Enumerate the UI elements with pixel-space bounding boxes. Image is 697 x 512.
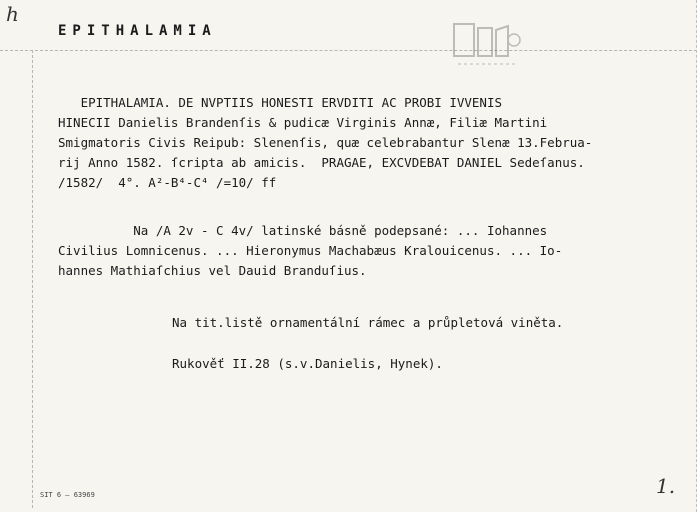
record-line: EPITHALAMIA. DE NVPTIIS HONESTI ERVDITI AC PROBI IVVENIS: [58, 95, 503, 110]
record-line: Smigmatoris Civis Reipub: Slenenſis, quæ celebrabantur Slenæ 13.Februa-: [58, 135, 593, 150]
contents-note: [58, 221, 562, 281]
footer-code: SIT 6 — 63969: [40, 491, 95, 499]
note-line: Na /A 2v - C 4v/ latinské básně podepsané: ... Iohannes: [58, 223, 548, 238]
record-line: rij Anno 1582. ſcripta ab amicis. PRAGAE, EXCVDEBAT DANIEL Sedeſanus.: [58, 155, 585, 170]
library-stamp-icon: [448, 10, 528, 80]
record-line: HINECII Danielis Brandenſis & pudicæ Virginis Annæ, Filiæ Martini: [58, 115, 548, 130]
header-title: EPITHALAMIA: [58, 23, 217, 39]
record-line: /1582/ 4°. A²-B⁴-C⁴ /=10/ ff: [58, 175, 277, 190]
page-number: 1.: [656, 474, 676, 498]
note-line: Civilius Lomnicenus. ... Hieronymus Machabæus Kralouicenus. ... Io-: [58, 243, 563, 258]
reference-note: Rukověť II.28 (s.v.Danielis, Hynek).: [172, 356, 443, 371]
top-rule: [0, 50, 697, 52]
corner-mark: h: [6, 2, 19, 26]
left-margin-rule: [32, 50, 34, 508]
note-line: hannes Mathiaſchius vel Dauid Branduſius.: [58, 263, 367, 278]
bibliographic-record: [58, 93, 592, 193]
ornament-note: Na tit.listě ornamentální rámec a průpletová viněta.: [172, 315, 564, 330]
